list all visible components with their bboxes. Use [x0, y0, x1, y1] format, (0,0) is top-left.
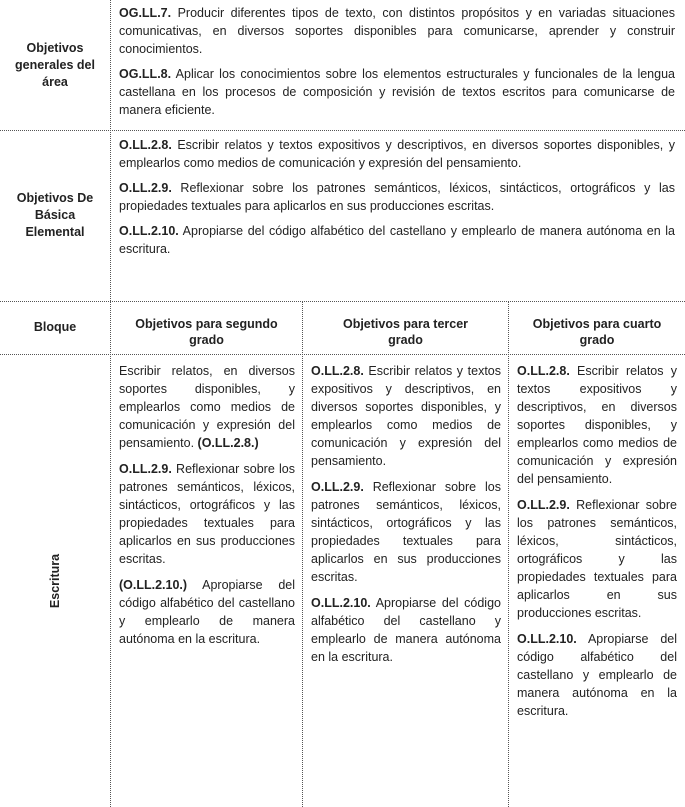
objective-og-ll-8: OG.LL.8. Aplicar los conocimientos sobre los elementos estructurales y funcionales de la lengua castellana en los procesos de composición y revisión de textos escritos para comunicarse de manera eficiente.: [119, 67, 675, 117]
general-objectives-text: [119, 4, 675, 126]
list-item: O.LL.2.9. Reflexionar sobre los patrones semánticos, léxicos, sintácticos, ortográficos y las propiedades textuales para aplicarlos en sus producciones escritas.: [119, 462, 295, 566]
objective-og-ll-7: OG.LL.7. Producir diferentes tipos de texto, con distintos propósitos y en variadas situaciones comunicativas, en diversos soportes disponibles para comunicarse, aprender y construir conocimientos.: [119, 6, 675, 56]
objective-o-ll-2-8: O.LL.2.8. Escribir relatos y textos expositivos y descriptivos, en diversos soportes disponibles, y emplearlos como medios de comunicación y expresión del pensamiento.: [119, 138, 675, 170]
grade2-header: Objetivos para segundo grado: [135, 316, 278, 347]
list-item: O.LL.2.10. Apropiarse del código alfabético del castellano y emplearlo de manera autónoma en la escritura.: [517, 632, 677, 718]
basic-objectives-label: Objetivos De Básica Elemental: [16, 191, 94, 239]
grade4-header: Objetivos para cuarto grado: [532, 316, 662, 347]
column-divider: [302, 301, 303, 807]
column-divider: [110, 0, 111, 807]
list-item: O.LL.2.8. Escribir relatos y textos expositivos y descriptivos, en diversos soportes disponibles, y emplearlos como medios de comunicación y expresión del pensamiento.: [517, 364, 677, 486]
list-item: O.LL.2.9. Reflexionar sobre los patrones semánticos, léxicos, sintácticos, ortográficos y las propiedades textuales para aplicarlos en sus producciones escritas.: [311, 480, 501, 584]
column-divider: [508, 301, 509, 807]
list-item: O.LL.2.8. Escribir relatos y textos expositivos y descriptivos, en diversos soportes disponibles, y emplearlos como medios de comunicación y expresión del pensamiento.: [311, 364, 501, 468]
list-item: Escribir relatos, en diversos soportes disponibles, y emplearlos como medios de comunicación y expresión del pensamiento. (O.LL.2.8.): [119, 364, 295, 450]
objective-o-ll-2-10: O.LL.2.10. Apropiarse del código alfabético del castellano y emplearlo de manera autónoma en la escritura.: [119, 224, 675, 256]
grade2-objectives: [119, 362, 295, 656]
bloque-header: Bloque: [33, 320, 77, 334]
basic-objectives-text: [119, 136, 675, 265]
list-item: O.LL.2.9. Reflexionar sobre los patrones semánticos, léxicos, sintácticos, ortográficos y las propiedades textuales para aplicarlos en sus producciones escritas.: [517, 498, 677, 620]
escritura-label: Escritura: [47, 553, 62, 608]
general-objectives-label: Objetivos generales del área: [15, 40, 95, 89]
list-item: (O.LL.2.10.) Apropiarse del código alfabético del castellano y emplearlo de manera autónoma en la escritura.: [119, 578, 295, 646]
grade3-header: Objetivos para tercer grado: [342, 316, 469, 347]
grade3-objectives: [311, 362, 501, 674]
grade4-objectives: [517, 362, 677, 728]
list-item: O.LL.2.10. Apropiarse del código alfabético del castellano y emplearlo de manera autónoma en la escritura.: [311, 596, 501, 664]
objective-o-ll-2-9: O.LL.2.9. Reflexionar sobre los patrones semánticos, léxicos, sintácticos, ortográficos y las propiedades textuales para aplicarlos en sus producciones escritas.: [119, 181, 675, 213]
